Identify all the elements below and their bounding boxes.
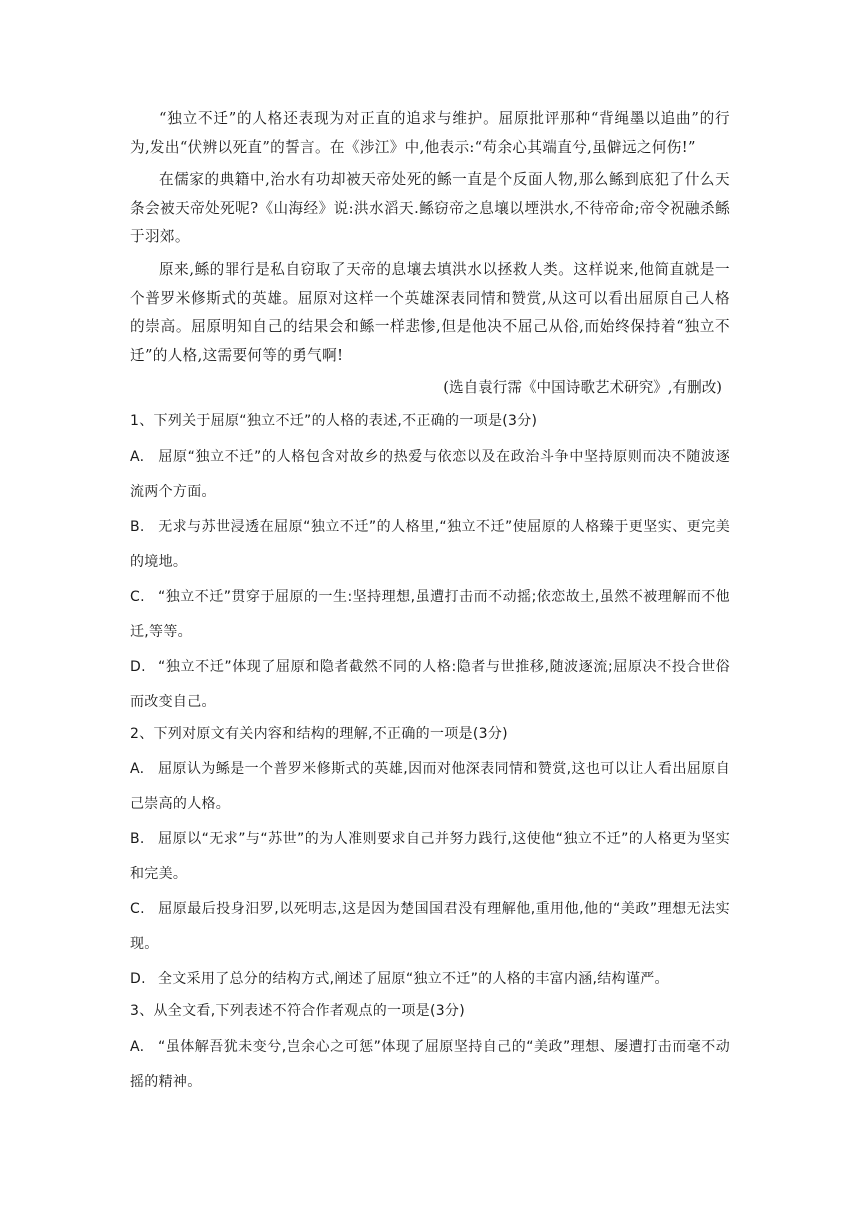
question-1 bbox=[130, 407, 730, 720]
option-text: 屈原“独立不迁”的人格包含对故乡的热爱与依恋以及在政治斗争中坚持原则而决不随波逐流两个方面。 bbox=[130, 448, 730, 500]
passage-source: (选自袁行霈《中国诗歌艺术研究》,有删改) bbox=[443, 379, 722, 397]
option-letter: B. bbox=[130, 831, 145, 848]
passage-paragraph-1: “独立不迁”的人格还表现为对正直的追求与维护。屈原批评那种“背绳墨以追曲”的行为,发出“伏辨以死直”的誓言。在《涉江》中,他表示:“苟余心其端直兮,虽僻远之何伤!” bbox=[130, 110, 730, 156]
option-text: 无求与苏世浸透在屈原“独立不迁”的人格里,“独立不迁”使屈原的人格臻于更坚实、更完美的境地。 bbox=[130, 518, 730, 570]
option-letter: A. bbox=[130, 1038, 145, 1055]
option-letter: D. bbox=[130, 658, 146, 675]
option-text: 屈原最后投身汨罗,以死明志,这是因为楚国国君没有理解他,重用他,他的“美政”理想无法实现。 bbox=[130, 901, 730, 953]
passage-paragraph-3: 原来,鲧的罪行是私自窃取了天帝的息壤去填洪水以拯救人类。这样说来,他简直就是一个普罗米修斯式的英雄。屈原对这样一个英雄深表同情和赞赏,从这可以看出屈原自己人格的崇高。屈原明知自己的结果会和鲧一样悲惨,但是他决不屈己从俗,而始终保持着“独立不迁”的人格,这需要何等的勇气啊! bbox=[130, 260, 730, 364]
option-text: 屈原以“无求”与“苏世”的为人准则要求自己并努力践行,这使他“独立不迁”的人格更为坚实和完美。 bbox=[130, 831, 730, 883]
option-b bbox=[130, 510, 730, 580]
option-a bbox=[130, 752, 730, 822]
option-a bbox=[130, 1030, 730, 1100]
option-letter: A. bbox=[130, 761, 145, 778]
question-3 bbox=[130, 997, 730, 1100]
option-c bbox=[130, 580, 730, 650]
question-stem: 1、下列关于屈原“独立不迁”的人格的表述,不正确的一项是(3分) bbox=[130, 412, 538, 429]
option-letter: C. bbox=[130, 901, 145, 918]
option-text: “独立不迁”贯穿于屈原的一生:坚持理想,虽遭打击而不动摇;依恋故土,虽然不被理解而不他迁,等等。 bbox=[130, 588, 730, 640]
option-b bbox=[130, 822, 730, 892]
passage-paragraph-2: 在儒家的典籍中,治水有功却被天帝处死的鲧一直是个反面人物,那么鲧到底犯了什么天条会被天帝处死呢?《山海经》说:洪水滔天.鲧窃帝之息壤以堙洪水,不待帝命;帝令祝融杀鲧于羽郊。 bbox=[130, 171, 730, 246]
question-stem: 3、从全文看,下列表述不符合作者观点的一项是(3分) bbox=[130, 1003, 465, 1020]
option-d bbox=[130, 962, 730, 997]
option-d bbox=[130, 650, 730, 720]
document-page bbox=[130, 105, 730, 1100]
option-letter: A. bbox=[130, 448, 145, 465]
option-text: 屈原认为鲧是一个普罗米修斯式的英雄,因而对他深表同情和赞赏,这也可以让人看出屈原自己崇高的人格。 bbox=[130, 761, 730, 813]
option-letter: B. bbox=[130, 518, 145, 535]
option-text: “独立不迁”体现了屈原和隐者截然不同的人格:隐者与世推移,随波逐流;屈原决不投合世俗而改变自己。 bbox=[130, 658, 730, 710]
option-c bbox=[130, 892, 730, 962]
question-stem: 2、下列对原文有关内容和结构的理解,不正确的一项是(3分) bbox=[130, 725, 508, 742]
question-2 bbox=[130, 720, 730, 998]
option-letter: D. bbox=[130, 971, 146, 988]
option-text: 全文采用了总分的结构方式,阐述了屈原“独立不迁”的人格的丰富内涵,结构谨严。 bbox=[158, 971, 669, 988]
option-text: “虽体解吾犹未变兮,岂余心之可惩”体现了屈原坚持自己的“美政”理想、屡遭打击而毫不动摇的精神。 bbox=[130, 1038, 730, 1090]
option-a bbox=[130, 440, 730, 510]
option-letter: C. bbox=[130, 588, 145, 605]
